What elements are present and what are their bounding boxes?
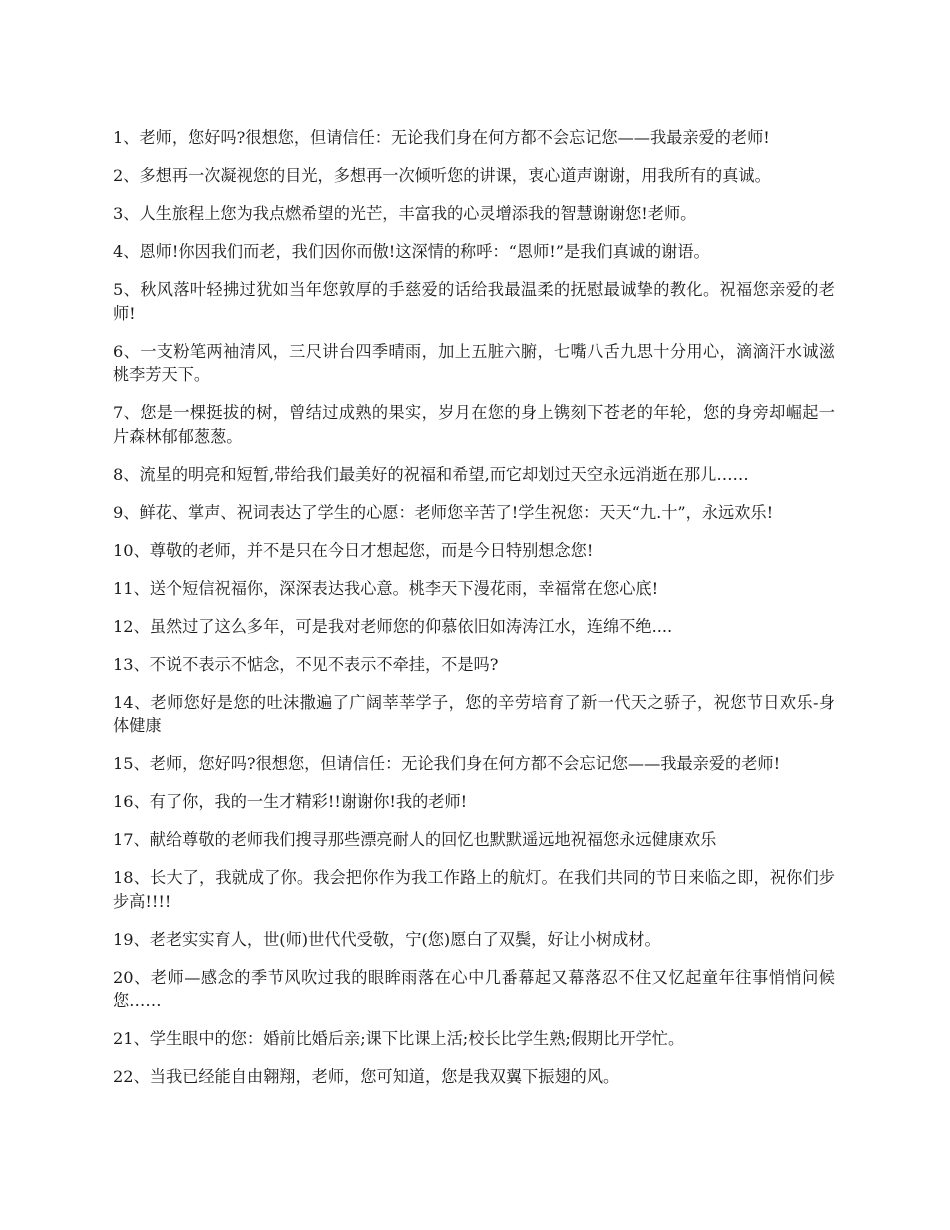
list-item: 10、尊敬的老师，并不是只在今日才想起您，而是今日特别想念您! [113, 540, 594, 560]
list-item: 22、当我已经能自由翱翔，老师，您可知道，您是我双翼下振翅的风。 [113, 1067, 620, 1086]
list-item: 14、老师您好是您的吐沫撒遍了广阔莘莘学子，您的辛劳培育了新一代天之骄子，祝您节日欢乐-身体健康 [113, 692, 835, 735]
list-item: 19、老老实实育人，世(师)世代代受敬，宁(您)愿白了双鬓，好让小树成材。 [113, 929, 661, 949]
list-item: 9、鲜花、掌声、祝词表达了学生的心愿：老师您辛苦了!学生祝您：天天“九.十”，永远欢乐! [113, 502, 774, 522]
list-item: 6、一支粉笔两袖清风，三尺讲台四季晴雨，加上五脏六腑，七嘴八舌九思十分用心，滴滴汗水诚滋桃李芳天下。 [113, 341, 835, 384]
list-item: 3、人生旅程上您为我点燃希望的光芒，丰富我的心灵增添我的智慧谢谢您!老师。 [113, 204, 697, 223]
list-item: 20、老师—感念的季节风吹过我的眼眸雨落在心中几番幕起又幕落忍不住又忆起童年往事悄悄问候您…… [113, 967, 835, 1010]
document-body [113, 126, 835, 1103]
list-item: 12、虽然过了这么多年，可是我对老师您的仰慕依旧如涛涛江水，连绵不绝.... [113, 616, 673, 636]
list-item: 21、学生眼中的您：婚前比婚后亲;课下比课上活;校长比学生熟;假期比开学忙。 [113, 1029, 685, 1048]
list-item: 5、秋风落叶轻拂过犹如当年您敦厚的手慈爱的话给我最温柔的抚慰最诚挚的教化。祝福您亲爱的老师! [113, 280, 835, 323]
list-item: 13、不说不表示不惦念，不见不表示不牵挂，不是吗? [113, 654, 499, 674]
list-item: 15、老师，您好吗?很想您，但请信任：无论我们身在何方都不会忘记您——我最亲爱的老师! [113, 754, 781, 773]
list-item: 17、献给尊敬的老师我们搜寻那些漂亮耐人的回忆也默默遥远地祝福您永远健康欢乐 [113, 830, 717, 849]
list-item: 8、流星的明亮和短暂,带给我们最美好的祝福和希望,而它却划过天空永远消逝在那儿…… [113, 464, 749, 484]
list-item: 7、您是一棵挺拔的树，曾结过成熟的果实，岁月在您的身上镌刻下苍老的年轮，您的身旁却崛起一片森林郁郁葱葱。 [113, 403, 835, 446]
list-item: 1、老师，您好吗?很想您，但请信任：无论我们身在何方都不会忘记您——我最亲爱的老师! [113, 128, 770, 147]
list-item: 11、送个短信祝福你，深深表达我心意。桃李天下漫花雨，幸福常在您心底! [113, 578, 659, 598]
list-item: 16、有了你，我的一生才精彩!!谢谢你!我的老师! [113, 792, 468, 811]
list-item: 4、恩师!你因我们而老，我们因你而傲!这深情的称呼：“恩师!”是我们真诚的谢语。 [113, 242, 710, 261]
list-item: 2、多想再一次凝视您的目光，多想再一次倾听您的讲课，衷心道声谢谢，用我所有的真诚。 [113, 166, 771, 185]
list-item: 18、长大了，我就成了你。我会把你作为我工作路上的航灯。在我们共同的节日来临之即，祝你们步步高!!!! [113, 868, 835, 911]
